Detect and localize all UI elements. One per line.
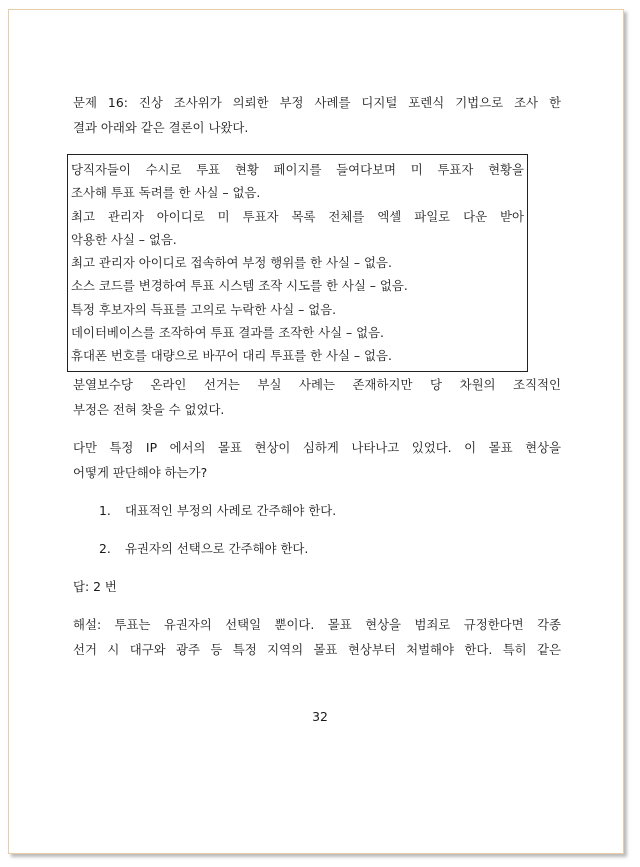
finding-line: 조사해 투표 독려를 한 사실 – 없음. — [71, 185, 261, 201]
option-2 — [73, 536, 561, 561]
question-line-1: 문제 16: 진상 조사위가 의뢰한 부정 사례를 디지털 포렌식 기법으로 조사 한 — [73, 95, 561, 110]
explanation-line-2: 선거 시 대구와 광주 등 특정 지역의 몰표 현상부터 처벌해야 한다. 특히 같은 — [73, 641, 561, 657]
finding-line: 최고 관리자 아이디로 접속하여 부정 행위를 한 사실 – 없음. — [71, 255, 392, 271]
option-2-text: 유권자의 선택으로 간주해야 한다. — [125, 540, 309, 556]
question-line-2: 결과 아래와 같은 결론이 나왔다. — [73, 120, 249, 135]
option-1 — [73, 498, 561, 523]
finding-line: 휴대폰 번호를 대량으로 바꾸어 대리 투표를 한 사실 – 없음. — [71, 348, 392, 364]
option-2-number: 2. — [99, 540, 111, 556]
finding-line: 당직자들이 수시로 투표 현황 페이지를 들여다보며 미 투표자 현황을 — [71, 162, 524, 177]
option-1-number: 1. — [99, 502, 111, 518]
question-paragraph — [73, 90, 561, 140]
explanation-paragraph — [73, 612, 561, 662]
finding-line: 데이터베이스를 조작하여 투표 결과를 조작한 사실 – 없음. — [71, 325, 384, 341]
followup-line-2: 어떻게 판단해야 하는가? — [73, 464, 208, 480]
answer-options — [73, 498, 561, 561]
followup-line-1: 다만 특정 IP 에서의 몰표 현상이 심하게 나타나고 있었다. 이 몰표 현상을 — [73, 439, 561, 455]
page-content — [73, 90, 561, 662]
option-1-text: 대표적인 부정의 사례로 간주해야 한다. — [125, 502, 337, 518]
conclusion-line-2: 부정은 전혀 찾을 수 없었다. — [73, 401, 225, 417]
explanation-line-1: 해설: 투표는 유권자의 선택일 뿐이다. 몰표 현상을 범죄로 규정한다면 각종 — [73, 616, 561, 632]
finding-line: 최고 관리자 아이디로 미 투표자 목록 전체를 엑셀 파일로 다운 받아 — [71, 208, 524, 224]
page-number: 32 — [312, 709, 328, 724]
conclusion-paragraph — [73, 372, 561, 422]
finding-line: 특정 후보자의 득표를 고의로 누락한 사실 – 없음. — [71, 301, 337, 317]
finding-line: 소스 코드를 변경하여 투표 시스템 조작 시도를 한 사실 – 없음. — [71, 278, 408, 294]
findings-box — [67, 154, 528, 372]
followup-paragraph — [73, 435, 561, 485]
finding-line: 악용한 사실 – 없음. — [71, 231, 177, 247]
conclusion-line-1: 분열보수당 온라인 선거는 부실 사례는 존재하지만 당 차원의 조직적인 — [73, 376, 561, 392]
answer: 답: 2 번 — [73, 578, 117, 594]
